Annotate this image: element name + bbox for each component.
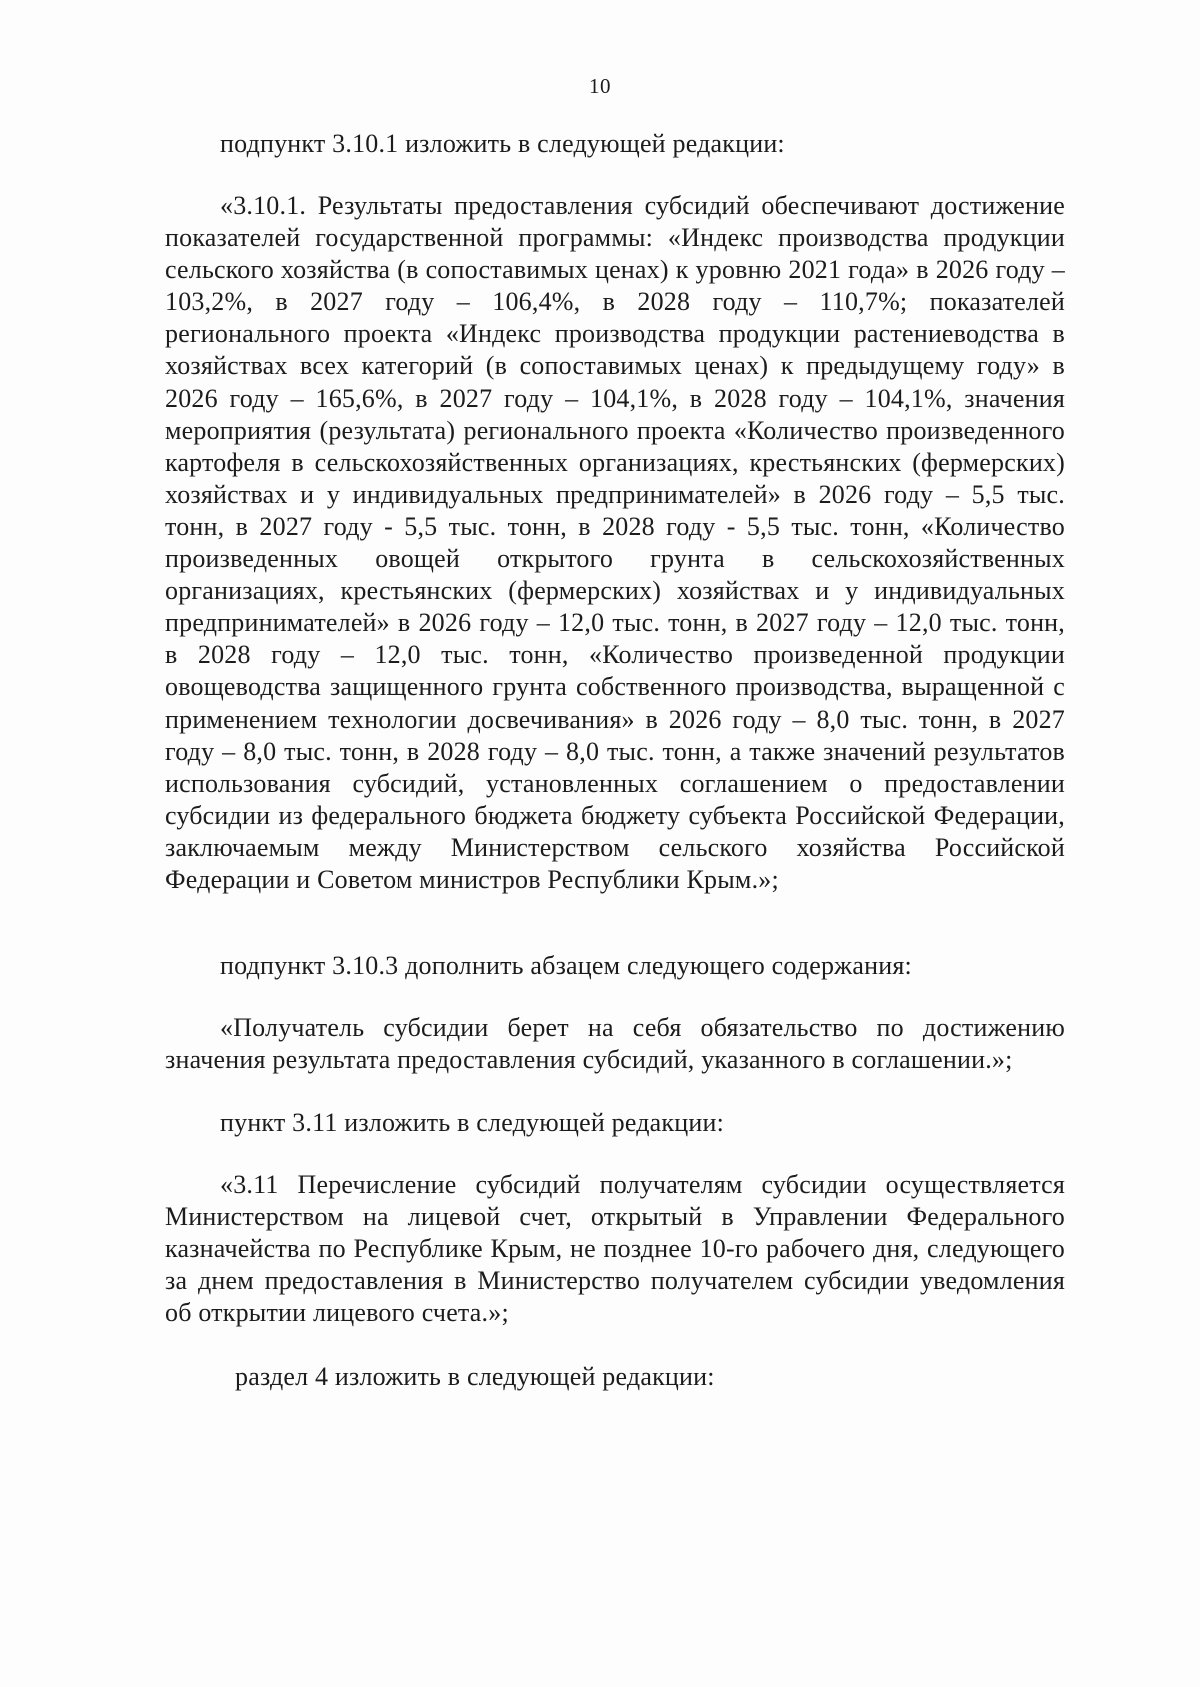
paragraph-amendment-intro-3-11: пункт 3.11 изложить в следующей редакции:	[220, 1108, 725, 1137]
page-number: 10	[589, 74, 611, 98]
paragraph-quoted-3-11: «3.11 Перечисление субсидий получателям субсидии осуществляется Министерством на лицевой счет, открытый в Управлении Федерального казначейства по Республике Крым, не позднее 10-го рабочего дня, следующего за днем предоставления в Министерство получателем субсидии уведомления об открытии лицевого счета.»;	[165, 1170, 1065, 1328]
paragraph-amendment-intro-3-10-3: подпункт 3.10.3 дополнить абзацем следующего содержания:	[220, 951, 912, 980]
paragraph-quoted-3-10-3: «Получатель субсидии берет на себя обязательство по достижению значения результата предоставления субсидий, указанного в соглашении.»;	[165, 1013, 1065, 1075]
paragraph-amendment-intro-3-10-1: подпункт 3.10.1 изложить в следующей редакции:	[220, 129, 785, 158]
paragraph-quoted-3-10-1: «3.10.1. Результаты предоставления субсидий обеспечивают достижение показателей государственной программы: «Индекс производства продукции сельского хозяйства (в сопоставимых ценах) к уровню 2021 года» в 2026 году – 103,2%, в 2027 году – 106,4%, в 2028 году – 110,7%; показателей регионального проекта «Индекс производства продукции растениеводства в хозяйствах всех категорий (в сопоставимых ценах) к предыдущему году» в 2026 году – 165,6%, в 2027 году – 104,1%, в 2028 году – 104,1%, значения мероприятия (результата) регионального проекта «Количество произведенного картофеля в сельскохозяйственных организациях, крестьянских (фермерских) хозяйствах и у индивидуальных предпринимателей» в 2026 году – 5,5 тыс. тонн, в 2027 году - 5,5 тыс. тонн, в 2028 году - 5,5 тыс. тонн, «Количество произведенных овощей открытого грунта в сельскохозяйственных организациях, крестьянских (фермерских) хозяйствах и у индивидуальных предпринимателей» в 2026 году – 12,0 тыс. тонн, в 2027 году – 12,0 тыс. тонн, в 2028 году – 12,0 тыс. тонн, «Количество произведенной продукции овощеводства защищенного грунта собственного производства, выращенной с применением технологии досвечивания» в 2026 году – 8,0 тыс. тонн, в 2027 году – 8,0 тыс. тонн, в 2028 году – 8,0 тыс. тонн, а также значений результатов использования субсидий, установленных соглашением о предоставлении субсидии из федерального бюджета бюджету субъекта Российской Федерации, заключаемым между Министерством сельского хозяйства Российской Федерации и Советом министров Республики Крым.»;	[165, 191, 1065, 894]
paragraph-amendment-intro-section-4: раздел 4 изложить в следующей редакции:	[235, 1362, 715, 1391]
